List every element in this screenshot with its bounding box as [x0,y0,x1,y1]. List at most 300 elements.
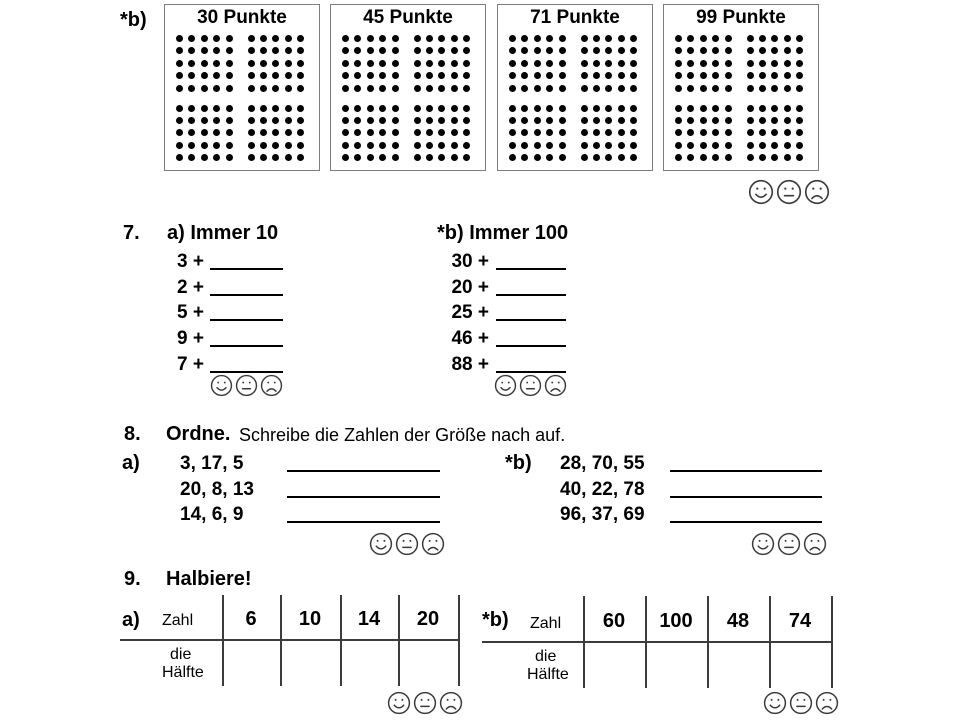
dot [509,35,516,42]
self-assessment-smileys [763,691,839,715]
dot [534,60,541,67]
dot [534,142,541,149]
dot [581,129,588,136]
dot [687,142,694,149]
dot [759,72,766,79]
sad-face-icon[interactable] [260,374,283,397]
dot [687,35,694,42]
dot [426,35,433,42]
dot [354,129,361,136]
answer-blank[interactable] [670,496,822,498]
dot [796,105,803,112]
dot [509,154,516,161]
dot [297,72,304,79]
task-8-heading-bold: Ordne. [166,423,231,445]
dot [712,85,719,92]
dot [521,117,528,124]
dot [559,142,566,149]
dot [188,47,195,54]
addition-row [451,247,566,273]
dot [546,47,553,54]
dot-quadrant [747,35,804,92]
dot [297,47,304,54]
addition-row [177,247,283,273]
dot [618,72,625,79]
dot [367,85,374,92]
table-value: 48 [726,610,750,632]
dot [248,35,255,42]
dot [260,117,267,124]
ordering-row [180,450,440,475]
dot [188,117,195,124]
dot [675,72,682,79]
dot [759,129,766,136]
dot [630,72,637,79]
addition-row [177,350,283,376]
dot [285,154,292,161]
dot [226,129,233,136]
task-9a-label: a) [122,609,140,631]
dot [188,35,195,42]
dot [534,85,541,92]
dot [747,105,754,112]
dot [201,60,208,67]
dot [201,105,208,112]
dot [630,105,637,112]
dot [546,35,553,42]
dot [226,60,233,67]
dot [725,154,732,161]
dot [546,72,553,79]
dot [509,60,516,67]
neutral-face-icon[interactable] [519,374,542,397]
dot-field-box-71 [497,4,653,171]
dot [509,85,516,92]
dot [521,142,528,149]
dot [630,117,637,124]
dot [392,105,399,112]
dot [747,117,754,124]
dot [712,129,719,136]
dot [700,154,707,161]
dot [297,142,304,149]
answer-blank[interactable] [287,521,440,523]
hundred-dot-grid[interactable] [675,35,803,161]
dot [188,142,195,149]
dot [285,85,292,92]
self-assessment-smileys [494,374,567,397]
dot [546,85,553,92]
dot [581,47,588,54]
dot [618,117,625,124]
neutral-face-icon[interactable] [413,691,437,715]
dot [201,142,208,149]
dot [581,85,588,92]
ordering-row [560,475,822,500]
sad-face-icon[interactable] [421,532,445,556]
answer-cell[interactable] [707,643,769,688]
dot [342,85,349,92]
dot-quadrant [248,105,305,162]
answer-cell[interactable] [769,643,831,688]
dot [630,142,637,149]
task-8a-label: a) [122,452,140,474]
addend: 2 + [177,276,204,298]
number-list: 28, 70, 55 [560,453,645,475]
dot [367,72,374,79]
dot [451,105,458,112]
task-9-heading: Halbiere! [166,568,252,590]
dot [581,154,588,161]
dot [759,60,766,67]
sad-face-icon[interactable] [815,691,839,715]
number-list: 14, 6, 9 [180,504,244,526]
happy-face-icon[interactable] [751,532,775,556]
dot [438,60,445,67]
dot [438,35,445,42]
dot [367,142,374,149]
happy-face-icon[interactable] [494,374,517,397]
dot [285,117,292,124]
dot [414,105,421,112]
answer-blank[interactable] [287,496,440,498]
dot [188,105,195,112]
task-7-number: 7. [123,222,140,244]
dot [559,35,566,42]
dot [784,47,791,54]
dot [509,72,516,79]
dot [260,72,267,79]
dot [297,60,304,67]
dot [463,72,470,79]
addend: 30 + [451,250,489,272]
dot-field-box-30 [164,4,320,171]
dot [342,105,349,112]
answer-cell[interactable] [398,641,458,686]
dot [354,142,361,149]
dot [201,72,208,79]
dot [188,85,195,92]
task-8b-label: *b) [505,452,532,474]
dot-quadrant [414,35,471,92]
dot [426,47,433,54]
neutral-face-icon[interactable] [395,532,419,556]
happy-face-icon[interactable] [369,532,393,556]
dot [534,35,541,42]
dot [176,117,183,124]
answer-cell[interactable] [645,643,707,688]
addend: 7 + [177,353,204,375]
dot [759,142,766,149]
dot [771,72,778,79]
task-8b-problems [560,450,822,526]
dot [546,129,553,136]
dot [687,129,694,136]
dot [285,47,292,54]
dot [712,60,719,67]
dot [226,85,233,92]
dot [593,72,600,79]
dot [630,154,637,161]
dot [796,142,803,149]
dot [559,47,566,54]
happy-face-icon[interactable] [387,691,411,715]
dot [784,117,791,124]
dot [559,72,566,79]
dot [712,72,719,79]
self-assessment-smileys [387,691,463,715]
dot [248,72,255,79]
answer-blank[interactable] [210,371,283,373]
hundred-dot-grid[interactable] [342,35,470,161]
sad-face-icon[interactable] [804,179,830,205]
dot [297,129,304,136]
dot [451,85,458,92]
dot [559,105,566,112]
answer-blank[interactable] [670,521,822,523]
hundred-dot-grid[interactable] [509,35,637,161]
answer-blank[interactable] [210,268,283,270]
ordering-row [560,450,822,475]
sad-face-icon[interactable] [544,374,567,397]
dot [354,154,361,161]
sad-face-icon[interactable] [803,532,827,556]
hundred-dot-grid[interactable] [176,35,304,161]
answer-blank[interactable] [210,294,283,296]
number-list: 20, 8, 13 [180,478,254,500]
neutral-face-icon[interactable] [777,532,801,556]
dot [796,129,803,136]
dot [725,129,732,136]
dot [771,154,778,161]
answer-blank[interactable] [496,268,566,270]
dot [367,154,374,161]
happy-face-icon[interactable] [763,691,787,715]
dot [771,129,778,136]
dot [725,72,732,79]
dot [559,117,566,124]
dot [700,85,707,92]
dot [297,105,304,112]
dot-field-box-45 [330,4,486,171]
dot-quadrant [509,35,566,92]
dot [593,60,600,67]
dot [260,85,267,92]
dot [354,47,361,54]
dot-quadrant [342,35,399,92]
answer-blank[interactable] [670,470,822,472]
dot [747,129,754,136]
answer-blank[interactable] [210,345,283,347]
answer-blank[interactable] [496,371,566,373]
dot [201,129,208,136]
dot [272,129,279,136]
dot [201,35,208,42]
dot [451,129,458,136]
answer-blank[interactable] [496,294,566,296]
happy-face-icon[interactable] [748,179,774,205]
dot [297,85,304,92]
table-value: 14 [357,608,381,630]
dot [630,35,637,42]
answer-cell[interactable] [583,643,645,688]
dot [248,154,255,161]
dot [438,129,445,136]
dot [354,117,361,124]
dot [759,105,766,112]
dot [451,35,458,42]
answer-cell[interactable] [280,641,340,686]
dot [784,129,791,136]
dot [392,60,399,67]
dot [226,47,233,54]
number-list: 96, 37, 69 [560,504,645,526]
dot [248,117,255,124]
dot [176,129,183,136]
dot [213,72,220,79]
dot [605,72,612,79]
dot [463,129,470,136]
dot [559,85,566,92]
dot [285,129,292,136]
dot [451,117,458,124]
dot [546,60,553,67]
answer-cell[interactable] [222,641,280,686]
dot [426,72,433,79]
dot [392,72,399,79]
neutral-face-icon[interactable] [789,691,813,715]
dot [392,85,399,92]
dot [297,35,304,42]
dot [521,60,528,67]
dot [581,105,588,112]
addend: 46 + [451,328,489,350]
dot [534,72,541,79]
dot [354,105,361,112]
dot [463,47,470,54]
dot [272,142,279,149]
task-8a-problems [180,450,440,526]
dot [342,117,349,124]
dot [747,72,754,79]
answer-blank[interactable] [496,319,566,321]
dot [285,105,292,112]
dot [342,35,349,42]
addition-row [451,350,566,376]
dot [593,85,600,92]
dot-quadrant [675,35,732,92]
dot [201,85,208,92]
dot [725,47,732,54]
dot [712,142,719,149]
dot [438,105,445,112]
dot [213,85,220,92]
answer-blank[interactable] [210,319,283,321]
dot [759,154,766,161]
dot-section-label: *b) [120,9,147,31]
dot-quadrant [675,105,732,162]
dot [392,35,399,42]
dot [272,85,279,92]
dot [379,47,386,54]
dot [675,35,682,42]
dot [226,117,233,124]
dot [675,47,682,54]
dot [414,47,421,54]
dot [759,47,766,54]
dot [747,142,754,149]
dot-box-title: 99 Punkte [696,7,786,28]
dot [687,85,694,92]
dot [618,47,625,54]
addition-row [451,273,566,299]
dot [213,60,220,67]
dot [342,142,349,149]
dot [463,35,470,42]
dot [700,129,707,136]
dot [272,47,279,54]
dot [593,117,600,124]
number-list: 3, 17, 5 [180,453,244,475]
answer-blank[interactable] [496,345,566,347]
dot [354,72,361,79]
dot [188,72,195,79]
dot [226,72,233,79]
table-row-header: Zahl [530,615,562,632]
dot [392,154,399,161]
dot [618,105,625,112]
self-assessment-smileys [748,179,830,205]
dot [226,142,233,149]
answer-cell[interactable] [340,641,398,686]
dot [451,142,458,149]
dot [297,117,304,124]
dot [700,35,707,42]
table-row-header: die [170,646,192,663]
dot-quadrant [581,105,638,162]
dot-quadrant [176,35,233,92]
halving-table-b [482,596,833,688]
happy-face-icon[interactable] [210,374,233,397]
dot [260,129,267,136]
dot [176,72,183,79]
dot [784,105,791,112]
dot [285,72,292,79]
dot [213,117,220,124]
dot [414,142,421,149]
dot [414,117,421,124]
dot [712,117,719,124]
self-assessment-smileys [751,532,827,556]
dot [463,142,470,149]
dot [509,142,516,149]
dot [354,35,361,42]
dot [700,142,707,149]
dot [687,105,694,112]
addition-row [451,324,566,350]
dot [463,154,470,161]
dot [342,154,349,161]
dot [438,85,445,92]
neutral-face-icon[interactable] [235,374,258,397]
dot-quadrant [248,35,305,92]
dot [521,72,528,79]
sad-face-icon[interactable] [439,691,463,715]
dot [605,129,612,136]
answer-blank[interactable] [287,470,440,472]
dot [675,129,682,136]
neutral-face-icon[interactable] [776,179,802,205]
